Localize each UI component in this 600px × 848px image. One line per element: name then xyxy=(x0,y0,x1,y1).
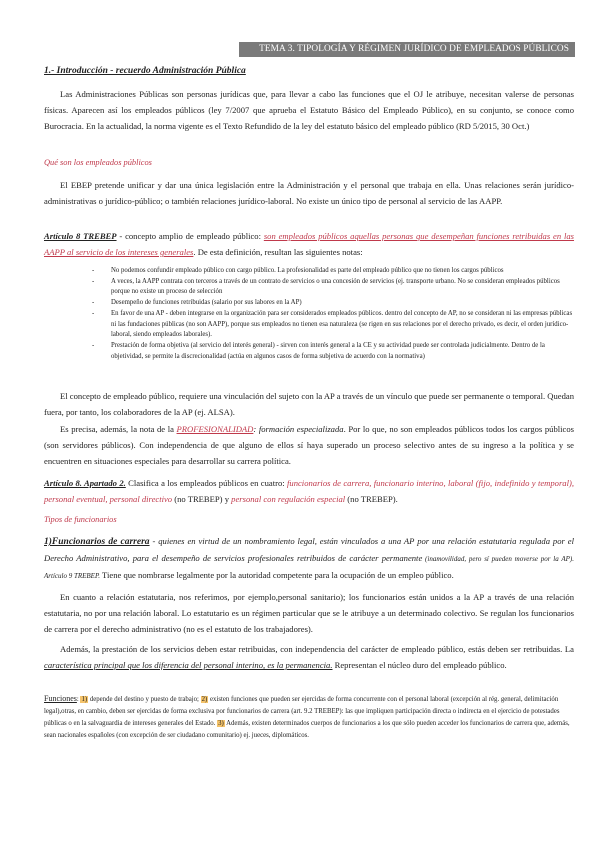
art8-definition: son empleados públicos aquellas personas que desempeñan funciones retribuidas en las AAPP al servicio de los intereses generales xyxy=(44,231,575,257)
list-item: - Prestación de forma objetiva (al servicio del interés general) - sirven con interés general a la CE y su actividad puede ser controlada judicialmente. Dentro de la objetividad, se permite la discrecionalidad (actúa en algunos casos de forma subjetiva de acuerdo con la normativa) xyxy=(92,341,545,360)
concept-paragraph: El concepto de empleado público, requiere una vinculación del sujeto con la AP a través de un vínculo que puede ser permanente o temporal. Quedan fuera, por tanto, los colaboradores de la AP (ej. ALSA). xyxy=(44,391,574,417)
service-paragraph: Además, la prestación de los servicios deben estar retribuidas, con independencia del carácter de empleado público, estás deben ser retribuidas. La característica principal que los diferencia del personal interino, es la permanencia. Representan el núcleo duro del empleado público. xyxy=(44,644,574,670)
list-item: - No podemos confundir empleado público con cargo público. La profesionalidad es parte del empleado público que no tienen los cargos públicos xyxy=(92,267,504,274)
main-characteristic: característica principal que los diferencia del personal interino, es la permanencia. xyxy=(44,660,333,670)
employee-types: funcionarios de carrera, funcionario interino, laboral (fijo, indefinido y temporal), personal eventual, personal directivo xyxy=(44,478,574,504)
art8-text-after: . De esta definición, resultan las siguientes notas: xyxy=(193,247,363,257)
art8-2-label: Artículo 8. Apartado 2. xyxy=(44,478,126,488)
art8-2-paragraph: Artículo 8. Apartado 2. Clasifica a los empleados públicos en cuatro: funcionarios de carrera, funcionario interino, laboral (fijo, indefinido y temporal), personal eventual, personal directivo (no TREBEP) y personal con regulación especial (no TREBEP). xyxy=(44,478,574,504)
list-item: - Desempeño de funciones retribuidas (salario por sus labores en la AP) xyxy=(92,299,302,307)
intro-paragraph: Las Administraciones Públicas son personas jurídicas que, para llevar a cabo las funciones que el OJ le atribuye, necesitan valerse de personas físicas. Aparecen así los empleados públicos (ley 7/2007 que aprueba el Estatuto Básico del Empleado Público), en su conjunto, se conoce como Burocracia. En la actualidad, la norma vigente es el Texto Refundido de la ley del estatuto básico del empleado público (RD 5/2015, 30 Oct.) xyxy=(44,89,574,131)
funciones-paragraph: Funciones: 1) depende del destino y puesto de trabajo; 2) existen funciones que pueden ser ejercidas de forma concurrente con el personal laboral (excepción al rég. general, delimitación legal),otras, en cambio, deben ser ejercidas de forma exclusiva por funcionarios de carrera (art. 9.2 TREBEP): las que impliquen participación directa o indirecta en el ejercicio de potestades públicas o en la salvaguardia de intereses generales del Estado. 3) Además, existen determinados cuerpos de funcionarios a los que sólo pueden acceder los funcionarios de carrera que, además, sean nacionales españoles (con excepción de ser ciudadano comunitario) ej. jueces, diplomáticos. xyxy=(44,694,570,739)
marker-2: 2) xyxy=(201,696,208,703)
art8-paragraph xyxy=(44,228,574,260)
funciones-label: Funciones xyxy=(44,694,77,703)
subheading-tipos: Tipos de funcionarios xyxy=(44,515,117,524)
list-item: - En favor de una AP - deben integrarse en la organización para ser considerados empleados públicos. dentro del concepto de AP, no se consideran ni las empresas públicas ni las fundaciones públicas (no son AAPP), porque sus empleados no tienen esa naturaleza (se rigen en sus relaciones por el derecho privado, es decir, el orden jurídico-laboral, siendo empleados laborales). xyxy=(92,309,573,339)
list-item: - A veces, la AAPP contrata con terceros a través de un contrato de servicios o una concesión de servicios (ej. transporte urbano. No se consideran empleados públicos porque no existe un proceso de selección xyxy=(92,277,560,296)
profesionalidad-term: PROFESIONALIDAD xyxy=(176,424,254,434)
marker-1: 1) xyxy=(81,696,88,703)
art8-text: - concepto amplio de empleado público: xyxy=(116,231,264,241)
funcionarios-carrera-paragraph: 1)Funcionarios de carrera - quienes en virtud de un nombramiento legal, están vinculados a una AP por una relación estatutaria regulada por el Derecho Administrativo, para el desempeño de servicios profesionales retribuidos de carácter permanente (inamovilidad, pero sí pueden moverse por la AP). Artículo 9 TREBEP. Tiene que nombrarse legalmente por la autoridad competente para la ocupación de un empleo público. xyxy=(44,536,575,580)
relation-paragraph: En cuanto a relación estatutaria, nos referimos, por ejemplo,personal sanitario); los funcionarios están unidos a la AP a través de una relación estatutaria, no por una relación laboral. Lo estatutario es un régimen particular que se le atribuye a un determinado colectivo. Se regulan los funcionarios de carrera por el derecho administrativo (no es el estatuto de los trabajadores). xyxy=(44,592,574,634)
subheading-empleados: Qué son los empleados públicos xyxy=(44,158,152,167)
profesionalidad-paragraph: Es precisa, además, la nota de la PROFESIONALIDAD: formación especializada. Por lo que, no son empleados públicos todos los cargos públicos (son servidores públicos). Con independencia de que alguno de ellos sí haya superado un proceso selectivo antes de su ingreso a la política y se encuentren en situaciones especiales para desarrollar su carrera política. xyxy=(44,424,574,466)
marker-3: 3) xyxy=(218,720,224,727)
notes-list xyxy=(92,266,574,362)
art8-label: Artículo 8 TREBEP xyxy=(44,231,117,241)
chapter-banner: TEMA 3. TIPOLOGÍA Y RÉGIMEN JURÍDICO DE EMPLEADOS PÚBLICOS xyxy=(239,42,575,57)
ebep-paragraph: El EBEP pretende unificar y dar una única legislación entre la Administración y el personal que trabaja en ella. Unas relaciones serán jurídico-administrativas o jurídico-público; o también relaciones jurídico-laboral. No existe un único tipo de personal al servicio de las AAPP. xyxy=(44,180,574,206)
funcionarios-carrera-label: 1)Funcionarios de carrera xyxy=(44,537,150,547)
intro-heading: 1.- Introducción - recuerdo Administración Pública xyxy=(44,66,246,76)
